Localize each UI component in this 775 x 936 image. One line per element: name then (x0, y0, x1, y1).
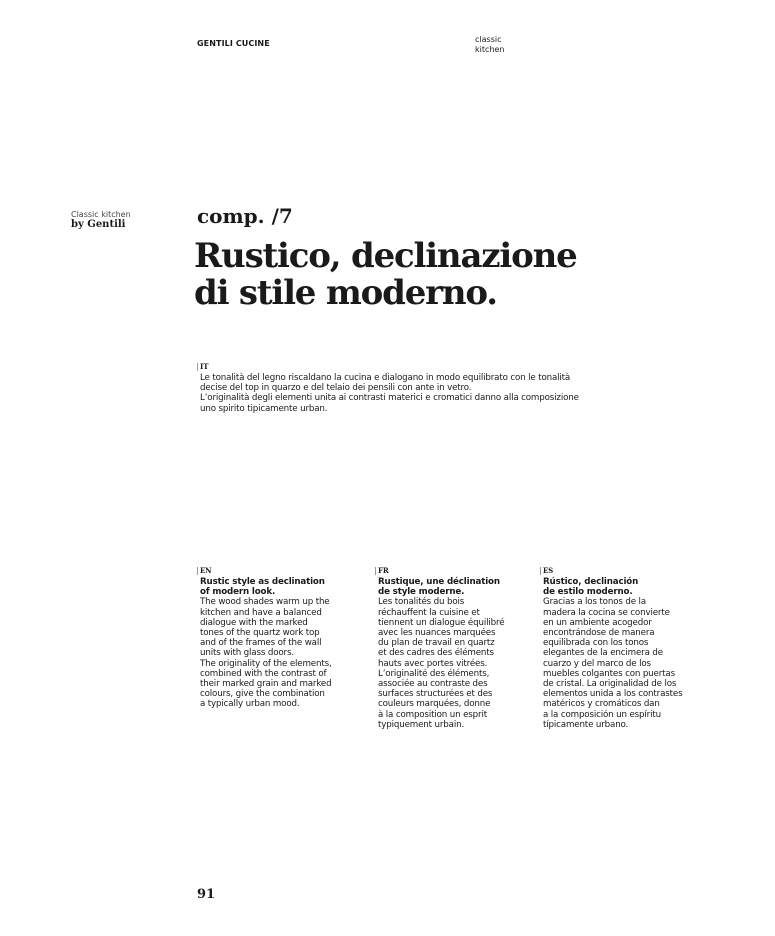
french-column (378, 566, 538, 730)
fr-line: à la composition un esprit (378, 709, 487, 720)
fr-line: surfaces structurées et des (378, 689, 493, 700)
fr-heading (378, 577, 538, 597)
en-line: and of the frames of the wall (200, 638, 322, 649)
fr-line: Les tonalités du bois (378, 597, 465, 608)
it-line: decise del top in quarzo e del telaio dei pensili con ante in vetro. (200, 383, 472, 394)
fr-heading-line: Rustique, une déclination (378, 577, 500, 587)
it-line: Le tonalità del legno riscaldano la cucina e dialogano in modo equilibrato con le tonalità (200, 373, 571, 383)
brand-name: GENTILI CUCINE (197, 39, 270, 48)
en-line: dialogue with the marked (200, 617, 308, 628)
en-heading-line: of modern look. (200, 587, 276, 598)
composition-number: comp. /7 (197, 204, 293, 228)
es-heading-line: Rústico, declinación (543, 577, 639, 587)
italian-text (200, 373, 600, 414)
it-line: L’originalità degli elementi unita ai contrasti materici e cromatici danno alla composizione (200, 393, 579, 404)
en-line: combined with the contrast of (200, 668, 327, 679)
section-label (475, 35, 555, 54)
es-line: madera la cocina se convierte (543, 607, 670, 618)
spanish-column (543, 566, 703, 730)
sidebar-by: by Gentili (71, 219, 126, 230)
lang-tag-en: EN (197, 567, 211, 575)
en-line: a typically urban mood. (200, 699, 300, 710)
fr-heading-line: de style moderne. (378, 587, 465, 598)
es-line: cuarzo y del marco de los (543, 658, 651, 669)
fr-line: réchauffent la cuisine et (378, 607, 480, 618)
fr-line: L’originalité des éléments, (378, 668, 490, 679)
es-line: muebles colgantes con puertas (543, 668, 675, 679)
es-line: típicamente urbano. (543, 719, 629, 730)
title-line-2: di stile moderno. (194, 273, 497, 313)
it-line: uno spirito tipicamente urban. (200, 403, 328, 414)
page-title (194, 238, 754, 312)
fr-body (378, 597, 538, 730)
en-line: tones of the quartz work top (200, 628, 320, 639)
fr-line: couleurs marquées, donne (378, 699, 491, 710)
lang-tag-es: ES (540, 567, 553, 575)
title-line-1: Rustico, declinazione (194, 236, 577, 276)
lang-tag-fr: FR (375, 567, 389, 575)
en-heading-line: Rustic style as declination (200, 577, 325, 587)
fr-line: hauts avec portes vitrées. (378, 658, 488, 669)
es-heading (543, 577, 703, 597)
en-line: kitchen and have a balanced (200, 607, 322, 618)
es-line: en un ambiente acogedor (543, 617, 652, 628)
en-line: The originality of the elements, (200, 658, 332, 669)
fr-line: typiquement urbain. (378, 719, 465, 730)
es-line: elegantes de la encimera de (543, 648, 663, 659)
es-body (543, 597, 703, 730)
es-line: elementos unida a los contrastes (543, 689, 683, 700)
en-heading (200, 577, 360, 597)
section-label-line1: classic (475, 35, 502, 44)
english-column (200, 566, 360, 710)
es-line: encontrándose de manera (543, 628, 655, 639)
en-line: colours, give the combination (200, 689, 325, 700)
es-line: matéricos y cromáticos dan (543, 699, 660, 710)
fr-line: du plan de travail en quartz (378, 638, 495, 649)
fr-line: tiennent un dialogue équilibré (378, 617, 505, 628)
es-line: a la composición un espíritu (543, 709, 661, 720)
section-label-line2: kitchen (475, 44, 505, 54)
en-line: units with glass doors. (200, 648, 294, 659)
fr-line: associée au contraste des (378, 679, 488, 690)
es-line: equilibrada con los tonos (543, 638, 649, 649)
en-line: their marked grain and marked (200, 679, 332, 690)
es-line: Gracias a los tonos de la (543, 597, 646, 608)
en-line: The wood shades warm up the (200, 597, 330, 608)
page-number: 91 (197, 887, 216, 902)
lang-tag-it: IT (197, 363, 208, 371)
fr-line: et des cadres des éléments (378, 648, 494, 659)
en-body (200, 597, 360, 709)
sidebar-subtitle: Classic kitchen (71, 210, 131, 219)
es-line: de cristal. La originalidad de los (543, 679, 677, 690)
fr-line: avec les nuances marquées (378, 628, 496, 639)
es-heading-line: de estilo moderno. (543, 587, 633, 598)
